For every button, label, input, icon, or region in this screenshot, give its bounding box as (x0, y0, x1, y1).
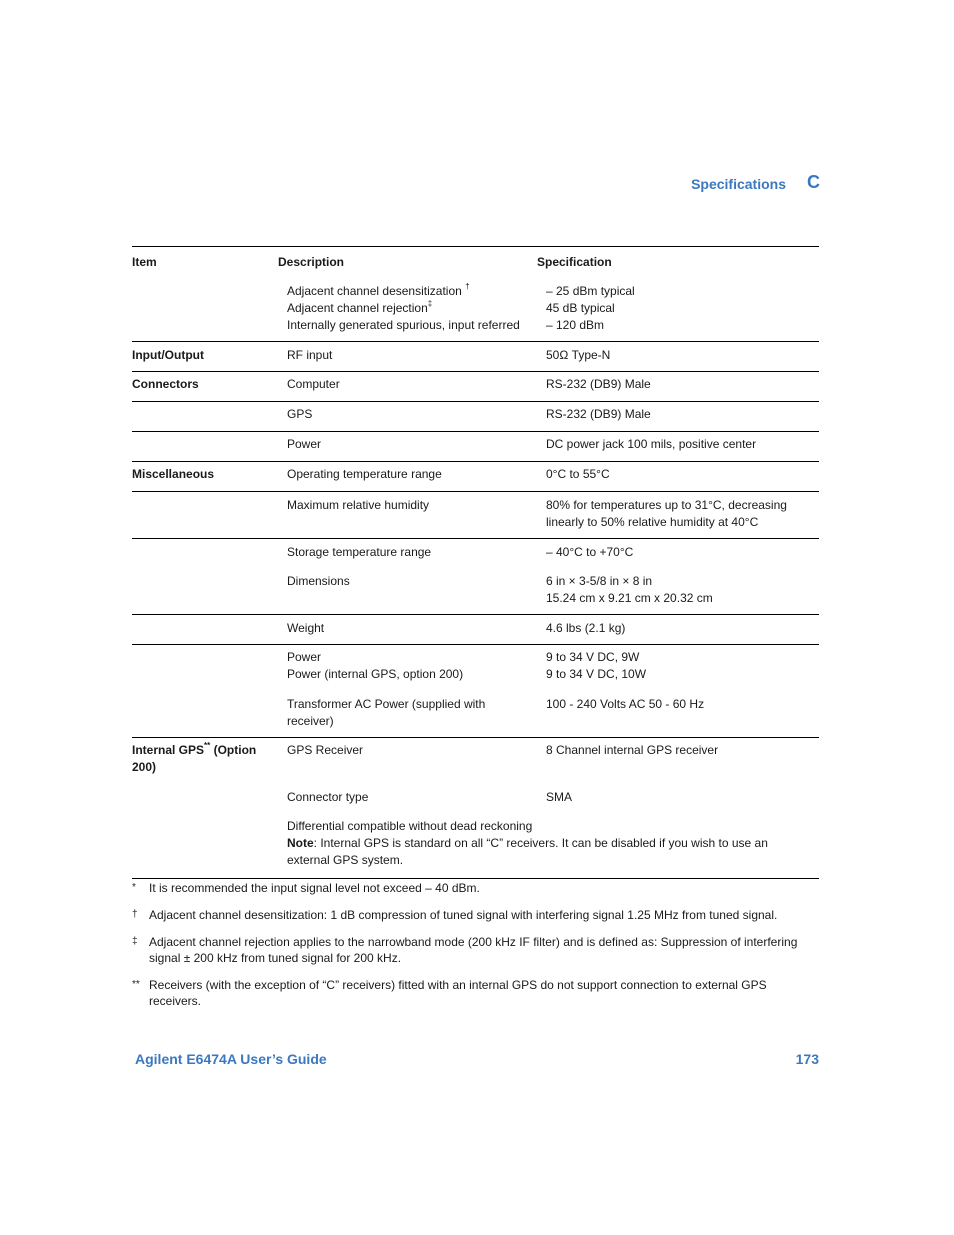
table-row (132, 431, 819, 461)
footnote-mark: † (132, 909, 138, 920)
description-cell: GPS (287, 407, 313, 421)
description-cell: Dimensions (287, 574, 350, 588)
description-cell: Maximum relative humidity (287, 498, 430, 512)
note-text: external GPS system. (287, 853, 404, 867)
specification-text: 45 dB typical (546, 301, 615, 315)
item-cell: Miscellaneous (132, 467, 215, 481)
table-row (132, 737, 819, 878)
table-row (132, 461, 819, 491)
section-title: Specifications (691, 176, 786, 192)
description-cell: Operating temperature range (287, 467, 442, 481)
specification-cell: 100 - 240 Volts AC 50 - 60 Hz (546, 697, 705, 711)
note-text: : Internal GPS is standard on all “C” receivers. It can be disabled if you wish to use an (313, 836, 768, 850)
footnote (132, 934, 819, 966)
specification-cell: 8 Channel internal GPS receiver (546, 743, 719, 757)
specification-cell: – 40°C to +70°C (546, 545, 634, 559)
table-row (132, 401, 819, 431)
table-row (132, 277, 819, 341)
description-cell: GPS Receiver (287, 743, 364, 757)
description-text: Adjacent channel rejection (287, 301, 428, 315)
appendix-letter: C (807, 172, 820, 192)
note-block (287, 818, 819, 869)
description-text: Power (287, 650, 322, 664)
specification-cell: 4.6 lbs (2.1 kg) (546, 621, 626, 635)
column-header-specification: Specification (537, 255, 612, 269)
page-number: 173 (795, 1051, 819, 1067)
table-header-row (132, 247, 819, 277)
specification-cell: DC power jack 100 mils, positive center (546, 437, 757, 451)
running-header (0, 172, 954, 194)
specification-text: 9 to 34 V DC, 9W (546, 650, 640, 664)
footnote-ref: ** (204, 741, 211, 750)
table-row (132, 538, 819, 614)
description-cell: Connector type (287, 790, 369, 804)
note-label: Note (287, 836, 314, 850)
footnote-ref: ‡ (427, 299, 433, 308)
description-cell: RF input (287, 348, 333, 362)
specification-cell: RS-232 (DB9) Male (546, 377, 651, 391)
table-row (132, 491, 819, 538)
table-row (132, 371, 819, 401)
item-cell: Connectors (132, 377, 199, 391)
description-cell: Computer (287, 377, 340, 391)
footnotes (132, 880, 819, 1009)
footer-guide-title: Agilent E6474A User’s Guide (135, 1051, 327, 1067)
item-text: (Option (210, 743, 257, 757)
table-row (132, 341, 819, 371)
description-cell (287, 649, 537, 683)
footnote-ref: † (465, 282, 470, 291)
description-text: Transformer AC Power (supplied with (287, 697, 486, 711)
specification-cell: SMA (546, 790, 573, 804)
specification-cell (546, 573, 819, 607)
description-cell: Storage temperature range (287, 545, 432, 559)
item-cell (132, 742, 272, 776)
item-text: Internal GPS (132, 743, 205, 757)
footnote-text: Adjacent channel rejection applies to the narrowband mode (200 kHz IF filter) and is defined as: Suppression of interfering signal ± 200 kHz from tuned signal for 200 kHz. (149, 935, 798, 965)
description-text: receiver) (287, 714, 334, 728)
specification-cell: RS-232 (DB9) Male (546, 407, 651, 421)
specification-text: 15.24 cm x 9.21 cm x 20.32 cm (546, 591, 713, 605)
specification-text: – 25 dBm typical (546, 284, 635, 298)
column-header-item: Item (132, 255, 157, 269)
specification-text: 9 to 34 V DC, 10W (546, 667, 647, 681)
footnote-text: It is recommended the input signal level not exceed – 40 dBm. (149, 881, 480, 895)
footnote (132, 977, 819, 1009)
item-cell: Input/Output (132, 348, 204, 362)
specification-cell (546, 497, 819, 531)
footnote-mark: ** (132, 979, 140, 990)
specification-text: linearly to 50% relative humidity at 40°C (546, 515, 759, 529)
footnote-mark: * (132, 882, 136, 893)
description-cell: Weight (287, 621, 325, 635)
description-text: Internally generated spurious, input referred (287, 318, 520, 332)
footnote (132, 907, 819, 923)
table-row (132, 614, 819, 644)
specification-cell (546, 283, 819, 334)
description-text: Power (internal GPS, option 200) (287, 667, 464, 681)
specification-text: – 120 dBm (546, 318, 605, 332)
footnote-text: Adjacent channel desensitization: 1 dB compression of tuned signal with interfering signal 1.25 MHz from tuned signal. (149, 908, 778, 922)
specification-cell: 0°C to 55°C (546, 467, 610, 481)
item-text: 200) (132, 760, 157, 774)
specifications-table (132, 246, 819, 879)
column-header-description: Description (278, 255, 345, 269)
specification-text: 6 in × 3-5/8 in × 8 in (546, 574, 653, 588)
description-text: Differential compatible without dead reckoning (287, 819, 533, 833)
specification-text: 80% for temperatures up to 31°C, decreasing (546, 498, 787, 512)
description-cell (287, 696, 537, 730)
footnote (132, 880, 819, 896)
table-row (132, 644, 819, 737)
footnote-text: Receivers (with the exception of “C” receivers) fitted with an internal GPS do not support connection to external GPS receivers. (149, 978, 767, 1008)
description-text: Adjacent channel desensitization (287, 284, 466, 298)
specification-cell (546, 649, 819, 683)
footnote-mark: ‡ (132, 936, 138, 947)
description-cell (287, 283, 537, 334)
specification-cell: 50Ω Type-N (546, 348, 611, 362)
description-cell: Power (287, 437, 322, 451)
